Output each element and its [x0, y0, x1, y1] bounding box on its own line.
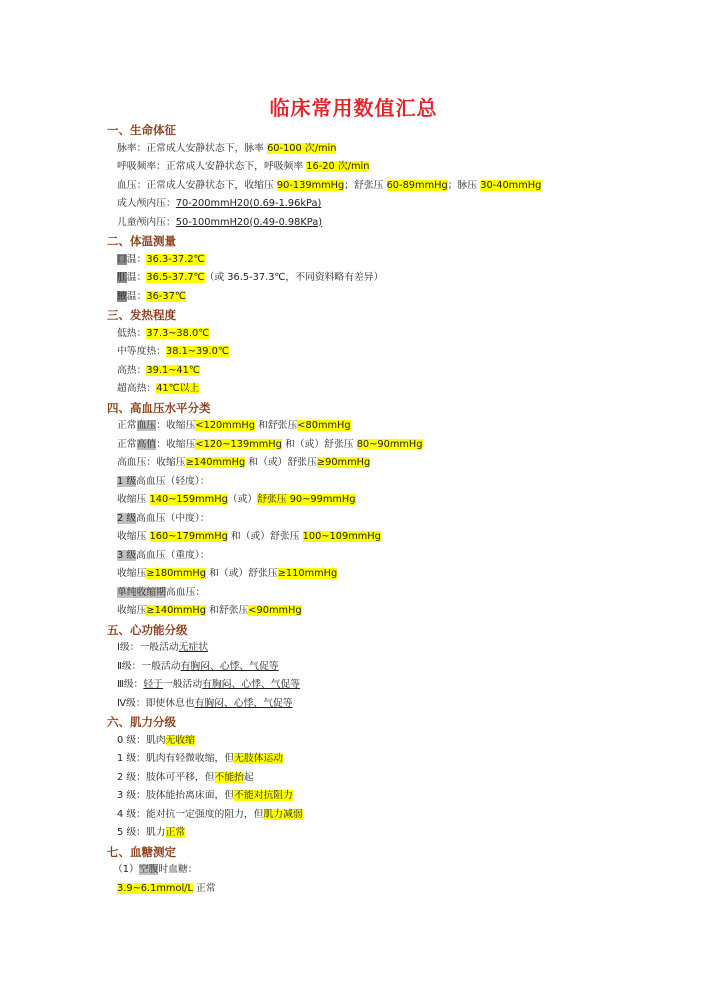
highlighted-text: 舒张压 [257, 494, 287, 505]
highlighted-text: ≥140mmHg [146, 605, 206, 616]
section-heading: 六、肌力分级 [107, 715, 176, 729]
text-line [107, 288, 667, 307]
highlighted-text: 无肢体运动 [234, 753, 284, 764]
text-run: 和舒张压 [254, 420, 298, 431]
text-run: 温： [126, 272, 147, 283]
text-run: 超高热： [117, 383, 157, 394]
text-line [107, 880, 667, 899]
text-run: Ⅲ级： [117, 679, 144, 690]
text-run: 正常 [117, 420, 137, 431]
section-heading: 二、体温测量 [107, 234, 176, 248]
text-line [107, 510, 667, 529]
text-line [107, 750, 667, 769]
text-run: 时血糖： [158, 864, 198, 875]
text-run: 高血压：收缩压 [117, 457, 186, 468]
text-line [107, 140, 667, 159]
text-line [107, 325, 667, 344]
highlighted-text: 90-139mmHg [276, 179, 345, 191]
text-line [107, 343, 667, 362]
text-line [107, 380, 667, 399]
text-line [107, 269, 667, 288]
text-run: 收缩压 [117, 494, 150, 505]
highlighted-text: 不能抬 [214, 771, 244, 783]
text-line [107, 214, 667, 233]
highlighted-text: 不能对抗阻力 [234, 790, 293, 801]
text-run: 收缩压 [117, 605, 147, 616]
highlighted-text: ≥140mmHg [185, 457, 246, 468]
text-run: 正常 [117, 438, 137, 450]
underlined-text: 无症状 [178, 642, 209, 653]
highlighted-text: 37.3~38.0℃ [146, 327, 210, 339]
text-run: 5 级：肌力 [117, 827, 166, 838]
text-line [107, 547, 667, 566]
text-run: Ⅰ级：一般活动 [117, 642, 179, 653]
shaded-text: 空腹 [138, 864, 159, 875]
section-heading: 一、生命体征 [107, 123, 176, 137]
text-line [107, 436, 667, 455]
text-run: Ⅳ级：即使休息也 [117, 697, 195, 709]
text-run: 起 [243, 771, 254, 783]
text-run: 儿童颅内压： [117, 216, 176, 228]
highlighted-text: 60-89mmHg [386, 179, 448, 191]
text-line [107, 158, 667, 177]
highlighted-text: ≥110mmHg [277, 568, 338, 579]
highlighted-text: 100~109mmHg [302, 531, 381, 542]
text-run: 一般活动 [162, 679, 203, 690]
text-run: ：收缩压 [156, 438, 196, 450]
section-heading: 四、高血压水平分类 [107, 400, 211, 415]
highlighted-text: 36-37℃ [146, 290, 186, 302]
document-body [107, 121, 667, 898]
shaded-text: 腋 [117, 290, 127, 302]
shaded-text: 口 [117, 253, 127, 265]
text-run: 高血压（重度）： [136, 549, 210, 561]
highlighted-text: 39.1~41℃ [146, 364, 200, 376]
text-run: 1 级：肌肉有轻微收缩，但 [117, 753, 235, 764]
highlighted-text: 3.9~6.1mmol/L [117, 882, 193, 894]
text-run: 呼吸频率：正常成人安静状态下，呼吸频率 [117, 161, 307, 172]
shaded-text: 1 级 [117, 475, 137, 487]
text-line [107, 177, 667, 196]
shaded-text: 3 级 [117, 549, 137, 561]
text-run: 温： [126, 290, 147, 302]
highlighted-text: 无收缩 [165, 734, 195, 746]
text-run: 4 级：能对抗一定强度的阻力，但 [117, 808, 264, 820]
text-run: 2 级：肢体可平移，但 [117, 771, 215, 783]
text-line [107, 251, 667, 270]
underlined-text: 有胸闷、心悸、气促等 [202, 679, 301, 690]
text-run: 和（或）舒张压 [281, 438, 357, 450]
text-run: 低热： [117, 327, 147, 339]
text-run: 和（或）舒张压 [205, 568, 278, 579]
page-title: 临床常用数值汇总 [269, 96, 438, 120]
underlined-text: 有胸闷、心悸、气促等 [180, 660, 279, 672]
text-line [107, 528, 667, 547]
text-line [107, 639, 667, 658]
highlighted-text: 140~159mmHg [149, 494, 228, 505]
underlined-text: 50-100mmH20(0.49-0.98KPa) [175, 216, 323, 228]
highlighted-text: ≥180mmHg [146, 568, 206, 579]
text-run: 收缩压 [117, 568, 147, 579]
text-run: 高血压（中度）： [136, 512, 210, 524]
text-run: 中等度热： [117, 346, 166, 357]
text-run: （或 36.5-37.3℃，不同资料略有差异） [204, 272, 384, 283]
text-run: ：收缩压 [156, 420, 196, 431]
text-run: 高血压： [165, 586, 206, 598]
shaded-text: 高值 [136, 438, 157, 450]
shaded-text: 2 级 [117, 512, 137, 524]
section-heading: 五、心功能分级 [107, 622, 188, 637]
text-run: 和（或）舒张压 [245, 457, 317, 468]
text-line [107, 473, 667, 492]
text-line [107, 824, 667, 843]
text-run: 正常 [192, 882, 216, 894]
highlighted-text: 38.1~39.0℃ [165, 346, 229, 357]
shaded-text: 肛 [117, 272, 127, 283]
text-line [107, 861, 667, 880]
highlighted-text: 160~179mmHg [149, 531, 228, 542]
text-line [107, 362, 667, 381]
text-run: 血压：正常成人安静状态下，收缩压 [117, 179, 277, 191]
text-line [107, 658, 667, 677]
text-run: 高血压（轻度）： [136, 475, 210, 487]
shaded-text: 血压 [136, 420, 157, 431]
text-line [107, 695, 667, 714]
section-heading: 三、发热程度 [107, 308, 176, 322]
text-run: 成人颅内压： [117, 198, 176, 209]
text-line [107, 454, 667, 473]
text-line [107, 676, 667, 695]
highlighted-text: <120mmHg [195, 420, 255, 431]
text-run: ；脉压 [447, 179, 481, 191]
text-line [107, 584, 667, 603]
highlighted-text: 36.3-37.2℃ [146, 253, 205, 265]
underlined-text: 70-200mmH20(0.69-1.96kPa) [175, 198, 322, 209]
text-run: （1） [113, 864, 139, 875]
highlighted-text: <90mmHg [248, 605, 302, 616]
underlined-text: 轻于 [143, 679, 163, 690]
text-line [107, 732, 667, 751]
text-line [107, 417, 667, 436]
text-run: 和舒张压 [205, 605, 249, 616]
highlighted-text: 90~99mmHg [286, 494, 356, 505]
highlighted-text: <80mmHg [297, 420, 351, 431]
text-line [107, 491, 667, 510]
text-line [107, 602, 667, 621]
section-heading: 七、血糖测定 [107, 844, 176, 859]
highlighted-text: 36.5-37.7℃ [146, 272, 205, 283]
text-line [107, 787, 667, 806]
highlighted-text: ≥90mmHg [316, 457, 371, 468]
highlighted-text: 60-100 次/min [267, 142, 337, 154]
text-line [107, 806, 667, 825]
highlighted-text: 16-20 次/min [306, 161, 370, 172]
text-run: 0 级：肌肉 [117, 734, 166, 746]
text-run: 收缩压 [117, 531, 150, 542]
text-line [107, 769, 667, 788]
text-run: 高热： [117, 364, 147, 376]
text-run: 3 级：肢体能抬离床面，但 [117, 790, 235, 801]
shaded-text: 单纯收缩期 [117, 586, 166, 598]
highlighted-text: 肌力减弱 [263, 808, 303, 820]
text-run: 脉率：正常成人安静状态下，脉率 [117, 142, 268, 154]
highlighted-text: 41℃以上 [156, 383, 200, 394]
text-run: 温： [126, 253, 147, 265]
text-line [107, 565, 667, 584]
text-run: （或） [227, 494, 258, 505]
text-line [107, 195, 667, 214]
highlighted-text: 80~90mmHg [356, 438, 423, 450]
highlighted-text: <120~139mmHg [195, 438, 282, 450]
underlined-text: 有胸闷、心悸、气促等 [194, 697, 293, 709]
text-run: ；舒张压 [344, 179, 387, 191]
highlighted-text: 正常 [165, 827, 186, 838]
highlighted-text: 30-40mmHg [480, 179, 542, 191]
text-run: Ⅱ级：一般活动 [117, 660, 181, 672]
text-run: 和（或）舒张压 [227, 531, 303, 542]
